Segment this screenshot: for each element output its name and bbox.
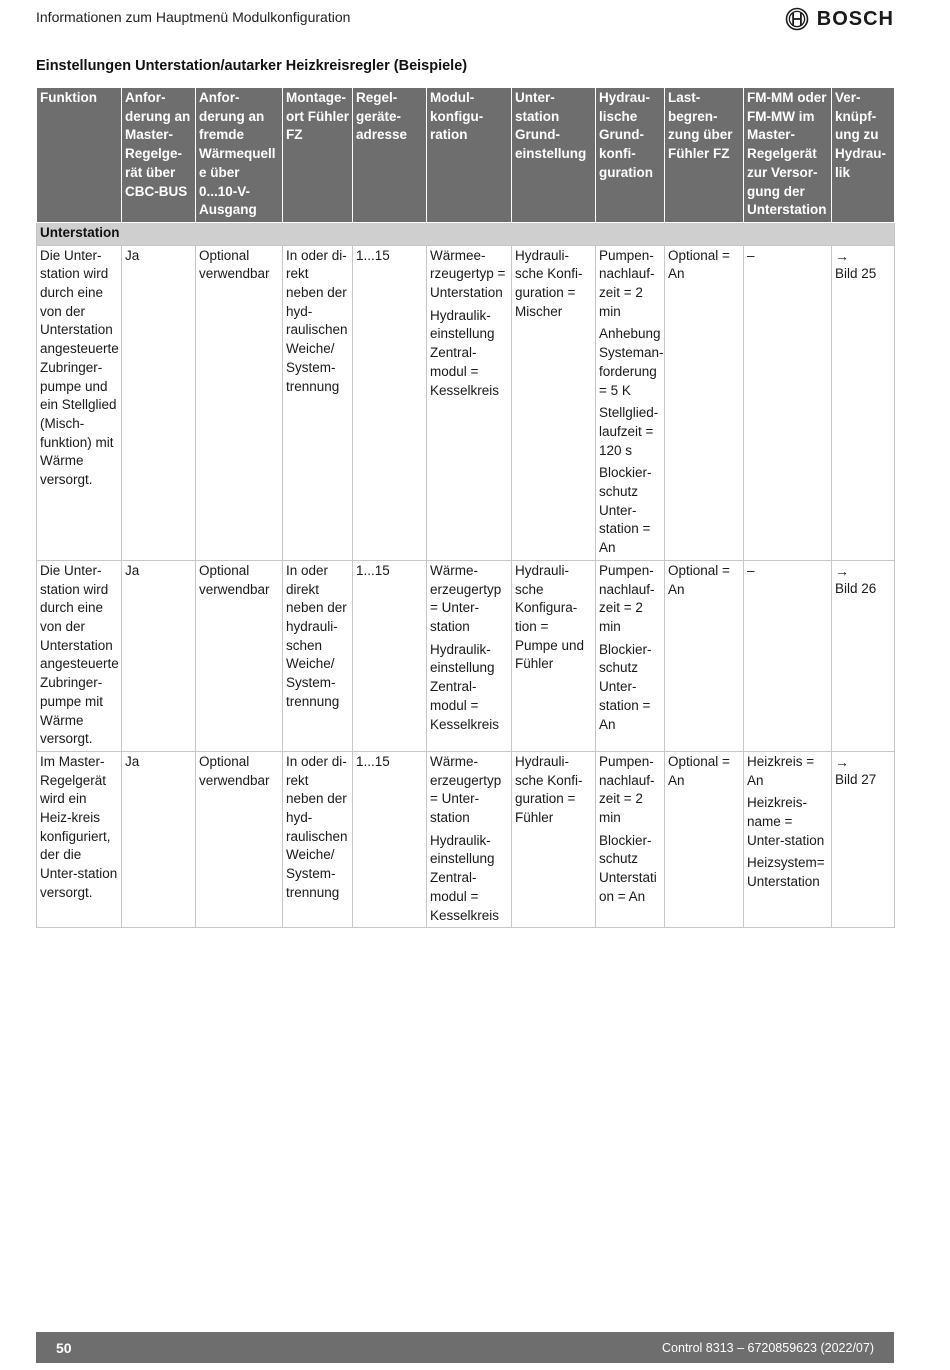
col-anforderung-fremd: Anfor-derung an fremde Wärmequell e über 0...10-V-Ausgang	[196, 88, 283, 223]
col-hydraulik: Hydrau-lische Grund-konfi-guration	[596, 88, 665, 223]
cell-anforderung-master: Ja	[122, 560, 196, 751]
hydraulik-entry: Blockier-schutz Unter-station = An	[599, 465, 652, 556]
cell-anforderung-fremd: Optional verwendbar	[196, 751, 283, 927]
cell-hydraulik	[596, 560, 665, 751]
cell-verknuepfung	[832, 245, 895, 560]
hydraulik-entry: Pumpen-nachlauf-zeit = 2 min	[599, 247, 655, 319]
fm-entry: –	[747, 562, 755, 578]
cell-verknuepfung	[832, 751, 895, 927]
hydraulik-entry: Blockier-schutz Unter-station = An	[599, 641, 652, 732]
bosch-armature-icon	[785, 7, 809, 31]
col-funktion: Funktion	[37, 88, 122, 223]
cell-adresse: 1...15	[353, 560, 427, 751]
cell-verknuepfung	[832, 560, 895, 751]
col-adresse: Regel-geräte-adresse	[353, 88, 427, 223]
cell-funktion: Im Master-Regelgerät wird ein Heiz-kreis konfiguriert, der die Unter-station versorgt.	[37, 751, 122, 927]
cell-hydraulik	[596, 751, 665, 927]
group-label: Unterstation	[37, 222, 895, 245]
col-grundeinstellung: Unter-station Grund-einstellung	[512, 88, 596, 223]
modulkonfig-entry: Wärme-erzeugertyp = Unter-station	[430, 753, 502, 826]
cell-anforderung-fremd: Optional verwendbar	[196, 560, 283, 751]
hydraulik-entry: Anhebung Systeman-forderung = 5 K	[599, 326, 664, 398]
cell-fm	[744, 245, 832, 560]
cell-adresse: 1...15	[353, 751, 427, 927]
table-header-row	[37, 88, 895, 223]
col-modulkonfig: Modul-konfigu-ration	[427, 88, 512, 223]
cell-lastbegrenzung: Optional = An	[665, 245, 744, 560]
cell-montageort: In oder di-rekt neben der hyd-raulischen Weiche/ System-trennung	[283, 751, 353, 927]
fm-entry: Heizsystem= Unterstation	[747, 855, 825, 890]
document-info: Control 8313 – 6720859623 (2022/07)	[662, 1340, 874, 1355]
cell-modulkonfig	[427, 245, 512, 560]
cell-lastbegrenzung: Optional = An	[665, 751, 744, 927]
grundeinstellung-entry: Hydrauli-sche Konfi-guration = Mischer	[515, 247, 583, 319]
cell-grundeinstellung	[512, 751, 596, 927]
figure-link[interactable]: Bild 25	[835, 265, 877, 281]
col-anforderung-master: Anfor-derung an Master-Regelge-rät über CBC-BUS	[122, 88, 196, 223]
modulkonfig-entry: Wärme-erzeugertyp = Unter-station	[430, 562, 502, 634]
modulkonfig-entry: Hydraulik-einstellung Zentral-modul = Kesselkreis	[430, 307, 500, 398]
hydraulik-entry: Pumpen-nachlauf-zeit = 2 min	[599, 562, 655, 634]
cell-lastbegrenzung: Optional = An	[665, 560, 744, 751]
running-header: Informationen zum Hauptmenü Modulkonfiguration	[36, 9, 351, 25]
arrow-right-icon: →	[835, 247, 849, 264]
hydraulik-entry: Blockier-schutz Unterstati on = An	[599, 832, 657, 904]
fm-entry: Heizkreis = An	[747, 753, 815, 788]
cell-hydraulik	[596, 245, 665, 560]
brand-wordmark: BOSCH	[816, 7, 894, 30]
page-number: 50	[56, 1339, 72, 1356]
grundeinstellung-entry: Hydrauli-sche Konfi-guration = Fühler	[515, 753, 583, 826]
group-row	[37, 222, 895, 245]
cell-montageort: In oder direkt neben der hydrauli-schen Weiche/ System-trennung	[283, 560, 353, 751]
table-row	[37, 560, 895, 751]
col-montageort: Montage-ort Fühler FZ	[283, 88, 353, 223]
page-footer	[36, 1332, 894, 1363]
cell-grundeinstellung	[512, 245, 596, 560]
fm-entry: Heizkreis-name = Unter-station	[747, 795, 825, 848]
cell-montageort: In oder di-rekt neben der hyd-raulischen Weiche/ System-trennung	[283, 245, 353, 560]
col-verknuepfung: Ver-knüpf-ung zu Hydrau-lik	[832, 88, 895, 223]
cell-modulkonfig	[427, 751, 512, 927]
cell-grundeinstellung	[512, 560, 596, 751]
table-row	[37, 245, 895, 560]
cell-fm	[744, 560, 832, 751]
cell-anforderung-fremd: Optional verwendbar	[196, 245, 283, 560]
col-lastbegrenzung: Last-begren-zung über Fühler FZ	[665, 88, 744, 223]
arrow-right-icon: →	[835, 562, 849, 579]
modulkonfig-entry: Hydraulik-einstellung Zentral-modul = Kesselkreis	[430, 832, 500, 923]
cell-fm	[744, 751, 832, 927]
hydraulik-entry: Pumpen-nachlauf-zeit = 2 min	[599, 753, 655, 826]
grundeinstellung-entry: Hydrauli-sche Konfigura-tion = Pumpe und Fühler	[515, 562, 585, 672]
col-fm: FM-MM oder FM-MW im Master-Regelgerät zur Versor-gung der Unterstation	[744, 88, 832, 223]
cell-anforderung-master: Ja	[122, 245, 196, 560]
cell-funktion: Die Unter-station wird durch eine von der Unterstation angesteuerte Zubringer-pumpe mit Wärme versorgt.	[37, 560, 122, 751]
arrow-right-icon: →	[835, 753, 849, 770]
section-title: Einstellungen Unterstation/autarker Heizkreisregler (Beispiele)	[36, 58, 468, 74]
cell-funktion: Die Unter-station wird durch eine von der Unterstation angesteuerte Zubringer-pumpe und ein Stellglied (Misch-funktion) mit Wärme versorgt.	[37, 245, 122, 560]
fm-entry: –	[747, 247, 755, 263]
cell-modulkonfig	[427, 560, 512, 751]
settings-table	[36, 87, 895, 928]
modulkonfig-entry: Hydraulik-einstellung Zentral-modul = Kesselkreis	[430, 641, 500, 732]
figure-link[interactable]: Bild 27	[835, 771, 877, 787]
hydraulik-entry: Stellglied-laufzeit = 120 s	[599, 405, 659, 458]
modulkonfig-entry: Wärmee-rzeugertyp = Unterstation	[430, 247, 506, 301]
figure-link[interactable]: Bild 26	[835, 580, 877, 596]
cell-anforderung-master: Ja	[122, 751, 196, 927]
table-row	[37, 751, 895, 927]
bosch-logo	[785, 7, 894, 31]
cell-adresse: 1...15	[353, 245, 427, 560]
